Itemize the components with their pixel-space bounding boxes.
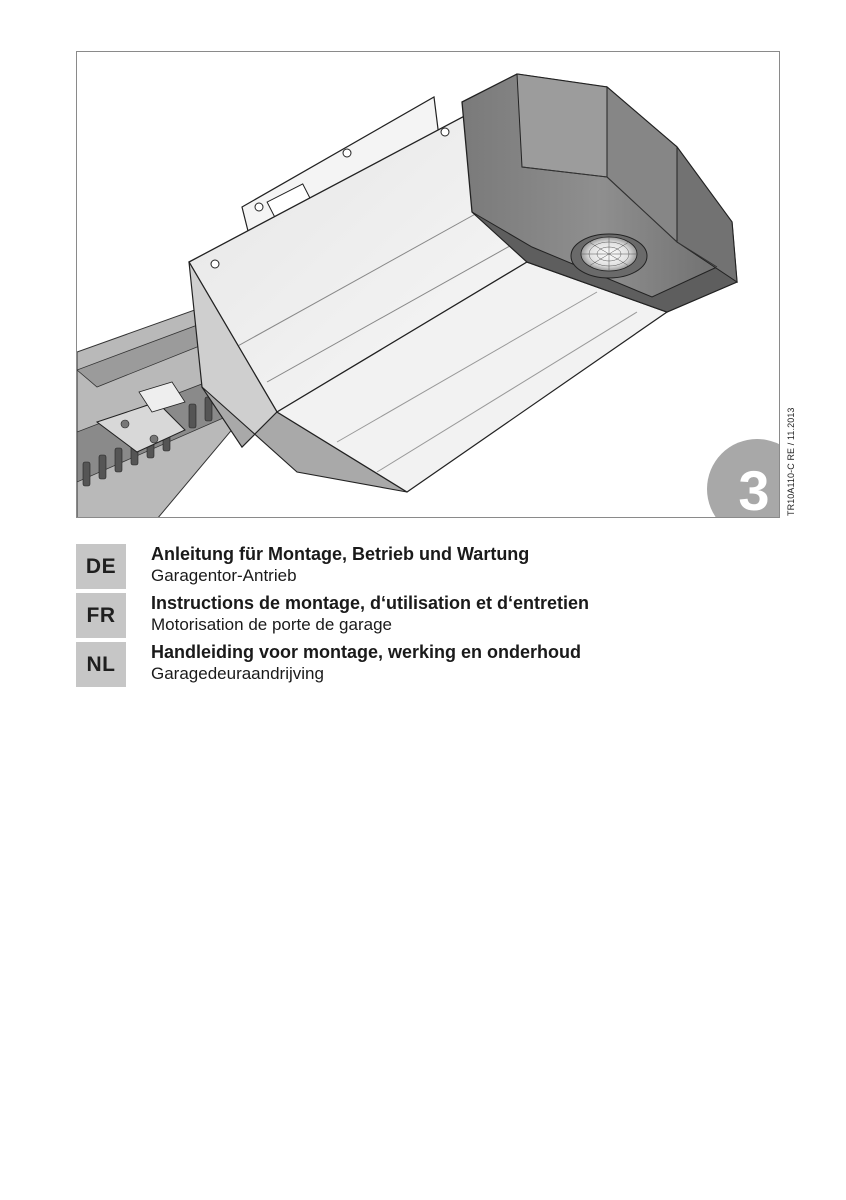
manual-subtitle: Motorisation de porte de garage — [151, 615, 392, 634]
document-code: TR10A110-C RE / 11.2013 — [786, 407, 796, 516]
manual-subtitle: Garagentor-Antrieb — [151, 566, 297, 585]
volume-number-badge — [707, 439, 780, 518]
language-row-de — [76, 544, 776, 593]
manual-title: Handleiding voor montage, werking en onderhoud — [151, 642, 582, 662]
manual-subtitle: Garagedeuraandrijving — [151, 664, 324, 683]
language-code-badge: DE — [76, 544, 126, 589]
language-code-badge: NL — [76, 642, 126, 687]
language-row-nl — [76, 642, 776, 691]
product-illustration — [76, 51, 780, 518]
manual-title: Instructions de montage, d‘utilisation et d‘entretien — [151, 593, 590, 613]
language-list — [76, 544, 776, 691]
manual-title: Anleitung für Montage, Betrieb und Wartung — [151, 544, 530, 564]
language-code-badge: FR — [76, 593, 126, 638]
language-text — [151, 593, 589, 636]
garage-door-operator-drawing — [77, 52, 780, 518]
badge-number: 3 — [738, 459, 770, 519]
language-row-fr — [76, 593, 776, 642]
language-text — [151, 544, 529, 587]
language-text — [151, 642, 581, 685]
